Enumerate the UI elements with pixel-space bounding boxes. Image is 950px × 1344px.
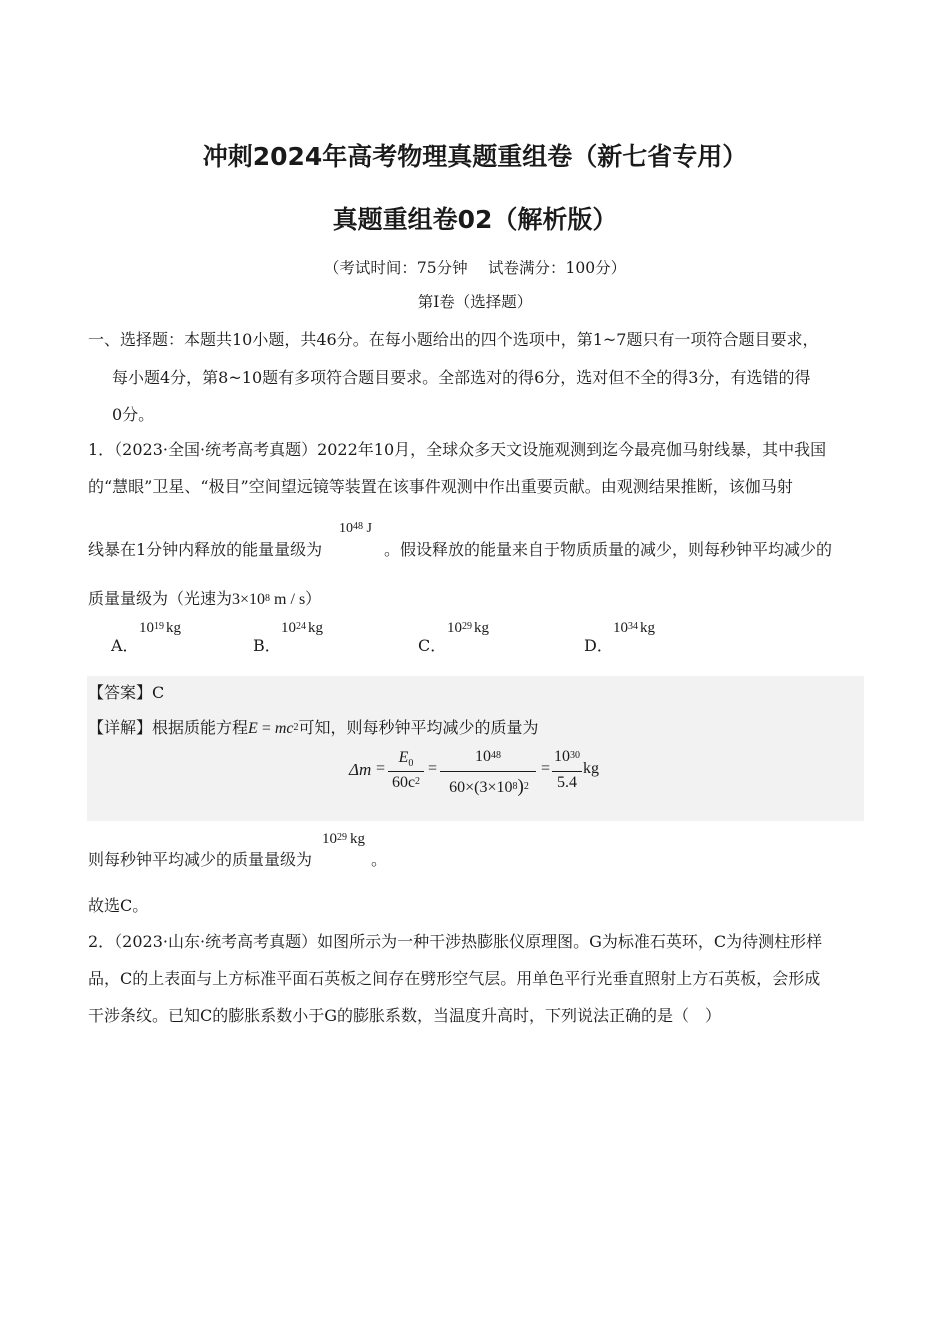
f3-num-exp: 30 [570, 750, 580, 761]
option-c-letter: C． [418, 636, 447, 655]
conclusion-line1-end: 。 [371, 850, 388, 869]
document-title: 冲刺2024年高考物理真题重组卷（新七省专用） [202, 142, 748, 171]
question-1-line1: 1．（2023·全国·统考高考真题）2022年10月，全球众多天文设施观测到迄今最亮伽马射线暴，其中我国 [88, 440, 827, 459]
exam-info: （考试时间：75分钟 试卷满分：100分） [323, 259, 627, 277]
option-a-exp: 19 [154, 621, 164, 632]
question-1-line2: 的“慧眼”卫星、“极目”空间望远镜等装置在该事件观测中作出重要贡献。由观测结果推断，该伽马射 [88, 477, 793, 496]
option-b-letter: B． [253, 636, 281, 655]
option-d-unit: kg [640, 620, 655, 636]
section-instructions-line2: 每小题4分，第8~10题有多项符合题目要求。全部选对的得6分，选对但不全的得3分，有选错的得 [112, 368, 811, 387]
option-b-exp: 24 [296, 621, 306, 632]
option-d-value [613, 620, 655, 637]
f2-num-exp: 48 [491, 750, 501, 761]
energy-base: 10 [339, 521, 353, 536]
equation-lhs: E [248, 720, 258, 737]
answer-line [88, 680, 164, 703]
detail-text-post: 可知，则每秒钟平均减少的质量为 [298, 718, 539, 737]
question-1-line4 [88, 586, 321, 609]
option-c-value [447, 620, 489, 637]
option-d-letter: D． [584, 636, 613, 655]
equation-rhs: mc [274, 720, 294, 737]
light-speed-exp: 8 [265, 593, 271, 604]
option-d-exp: 34 [628, 621, 638, 632]
answer-label: 【答案】 [88, 683, 153, 702]
formula-unit: kg [583, 760, 599, 777]
formula-lhs [349, 760, 371, 780]
f2-den-exp: 2 [523, 781, 529, 792]
f3-num-base: 10 [554, 748, 570, 765]
fraction-2-numerator [440, 748, 536, 766]
option-a-letter: A． [111, 636, 139, 655]
f2-num-base: 10 [475, 748, 491, 765]
fraction-2-bar [440, 771, 536, 772]
equation-eq: = [257, 720, 275, 737]
part-heading: 第I卷（选择题） [417, 293, 533, 311]
f1-den: 60c [391, 774, 416, 791]
question-1-line4-close: ） [305, 589, 322, 608]
question-2-line1: 2．（2023·山东·统考高考真题）如图所示为一种干涉热膨胀仪原理图。G为标准石英环，C为待测柱形样 [88, 932, 823, 951]
fraction-3-bar [552, 771, 582, 772]
document-subtitle: 真题重组卷02（解析版） [332, 205, 618, 234]
question-1-line3 [88, 537, 322, 560]
option-a-unit: kg [166, 620, 181, 636]
formula-eq-3: = [541, 760, 551, 777]
fraction-2-denominator [438, 776, 540, 798]
formula-eq-2: = [428, 760, 438, 777]
light-speed [232, 591, 305, 608]
option-b-base: 10 [281, 620, 296, 636]
option-c-base: 10 [447, 620, 462, 636]
f2-den: 60×(3×10 [449, 779, 513, 796]
f2-den-exp-inner: 8 [512, 781, 518, 792]
fraction-1-denominator [384, 774, 428, 792]
equation-exp: 2 [293, 722, 299, 733]
section-instructions-line1: 一、选择题：本题共10小题，共46分。在每小题给出的四个选项中，第1~7题只有一项符合题目要求， [88, 330, 819, 349]
f1-num-sub: 0 [408, 758, 414, 770]
energy-unit: J [366, 521, 372, 536]
answer-value: C [152, 683, 165, 702]
energy-exponent: 48 [353, 521, 363, 532]
light-speed-coef: 3×10 [232, 591, 266, 608]
conclusion-exp: 29 [337, 832, 347, 843]
question-2-line2: 品，C的上表面与上方标准平面石英板之间存在劈形空气层。用单色平行光垂直照射上方石英板，会形成 [88, 969, 821, 988]
option-b-value [281, 620, 323, 637]
conclusion-value [322, 831, 365, 848]
option-a-base: 10 [139, 620, 154, 636]
question-1-line3-text: 线暴在1分钟内释放的能量量级为 [88, 540, 323, 559]
formula-eq-1: = [376, 760, 386, 777]
conclusion-base: 10 [322, 831, 337, 847]
conclusion-line1-text: 则每秒钟平均减少的质量量级为 [88, 850, 313, 869]
question-2-line3: 干涉条纹。已知C的膨胀系数小于G的膨胀系数，当温度升高时，下列说法正确的是（ ） [88, 1006, 722, 1025]
light-speed-unit: m / s [274, 591, 306, 608]
fraction-1-bar [388, 771, 424, 772]
section-instructions-line3: 0分。 [112, 405, 155, 424]
option-c-unit: kg [474, 620, 489, 636]
mass-energy-equation [248, 720, 298, 737]
detail-line [88, 715, 539, 738]
formula-lhs-text: Δm [349, 760, 372, 779]
detail-text-pre: 根据质能方程 [152, 718, 249, 737]
conclusion-line2: 故选C。 [88, 896, 149, 915]
detail-label: 【详解】 [88, 718, 153, 737]
option-a-value [139, 620, 181, 637]
f1-num: E [398, 749, 409, 766]
conclusion-unit: kg [350, 831, 365, 847]
fraction-1-numerator [388, 749, 424, 769]
option-d-base: 10 [613, 620, 628, 636]
option-b-unit: kg [308, 620, 323, 636]
question-1-line4-text: 质量量级为（光速为 [88, 589, 233, 608]
fraction-3-denominator: 5.4 [557, 774, 577, 791]
f1-den-exp: 2 [415, 776, 421, 787]
f2-den-close: ) [517, 776, 524, 797]
question-1-line3-post: 。假设释放的能量来自于物质质量的减少，则每秒钟平均减少的 [384, 540, 833, 559]
energy-value [339, 521, 372, 537]
option-c-exp: 29 [462, 621, 472, 632]
fraction-3-numerator [552, 748, 582, 766]
